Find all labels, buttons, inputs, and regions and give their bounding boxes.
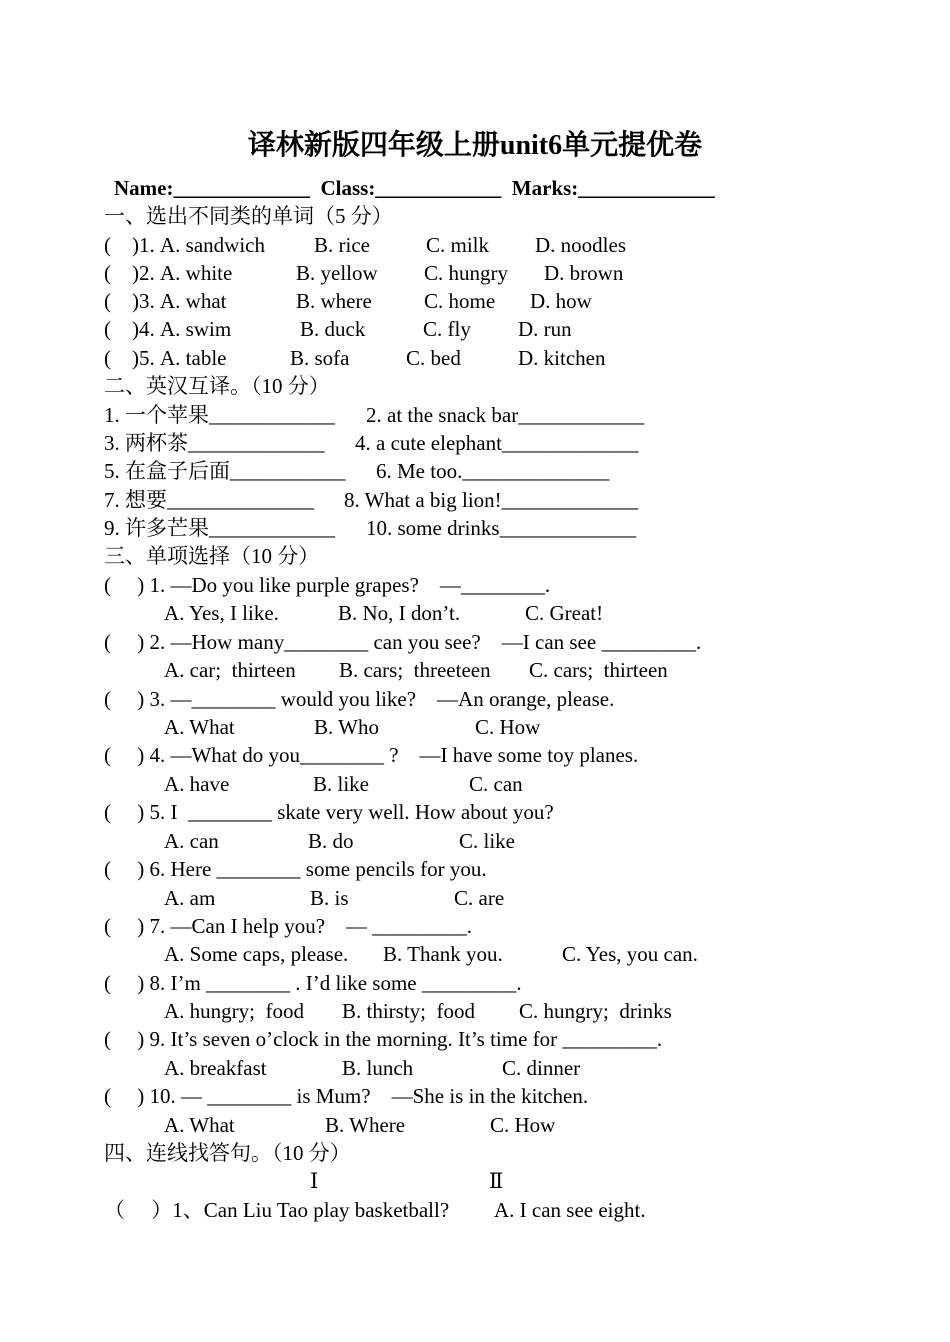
s3-q10-option-a: A. What: [164, 1113, 235, 1137]
s2-row4-right: 8. What a big lion!_____________: [344, 488, 639, 512]
s3-q6-option-a: A. am: [164, 886, 216, 910]
s3-q3-option-b: B. Who: [314, 715, 379, 739]
s3-q7-option-a: A. Some caps, please.: [164, 942, 349, 966]
column-1-label: Ⅰ: [310, 1169, 319, 1193]
s3-q5-question: ( ) 5. I ________ skate very well. How about you?: [104, 800, 554, 824]
s3-q1-option-a: A. Yes, I like.: [164, 601, 279, 625]
s1-q3-number: ( )3.: [104, 289, 155, 313]
s2-row3-right: 6. Me too.______________: [376, 459, 610, 483]
s3-q7-option-c: C. Yes, you can.: [562, 942, 698, 966]
s2-row4-left: 7. 想要______________: [104, 488, 314, 512]
s1-q3-option-b: B. where: [296, 289, 372, 313]
s3-q6-option-b: B. is: [310, 886, 349, 910]
column-2-label: Ⅱ: [489, 1169, 504, 1193]
s3-q8-option-c: C. hungry; drinks: [519, 999, 672, 1023]
page-title: 译林新版四年级上册unit6单元提优卷: [247, 130, 703, 161]
s3-q2-question: ( ) 2. —How many________ can you see? —I can see _________.: [104, 630, 702, 654]
s3-q9-option-c: C. dinner: [502, 1056, 581, 1080]
s3-q4-option-b: B. like: [313, 772, 369, 796]
s2-row3-left: 5. 在盒子后面___________: [104, 459, 346, 483]
s3-q5-option-c: C. like: [459, 829, 515, 853]
s2-row1-left: 1. 一个苹果____________: [104, 403, 335, 427]
section-2-heading: 二、英汉互译。（10 分）: [104, 374, 330, 398]
s3-q6-question: ( ) 6. Here ________ some pencils for you.: [104, 857, 487, 881]
s1-q1-option-c: C. milk: [426, 233, 490, 257]
s3-q3-question: ( ) 3. —________ would you like? —An orange, please.: [104, 687, 615, 711]
s1-q2-option-d: D. brown: [544, 261, 624, 285]
section-3-heading: 三、单项选择（10 分）: [104, 544, 320, 568]
s3-q8-option-b: B. thirsty; food: [342, 999, 476, 1023]
s1-q2-option-c: C. hungry: [424, 261, 508, 285]
s1-q2-option-a: A. white: [160, 261, 233, 285]
s2-row5-left: 9. 许多芒果____________: [104, 516, 335, 540]
section-4-heading: 四、连线找答句。（10 分）: [104, 1141, 351, 1165]
s3-q1-option-c: C. Great!: [525, 601, 604, 625]
s3-q5-option-a: A. can: [164, 829, 219, 853]
s3-q3-option-a: A. What: [164, 715, 235, 739]
s1-q5-option-b: B. sofa: [290, 346, 350, 370]
s3-q1-option-b: B. No, I don’t.: [338, 601, 461, 625]
s1-q4-number: ( )4.: [104, 317, 155, 341]
s4-q1-question: （ ）1、Can Liu Tao play basketball?: [104, 1198, 450, 1222]
s2-row5-right: 10. some drinks_____________: [366, 516, 637, 540]
s3-q9-question: ( ) 9. It’s seven o’clock in the morning. It’s time for _________.: [104, 1027, 663, 1051]
s1-q4-option-d: D. run: [518, 317, 572, 341]
s3-q4-question: ( ) 4. —What do you________ ? —I have some toy planes.: [104, 743, 639, 767]
s3-q10-option-c: C. How: [490, 1113, 556, 1137]
s1-q4-option-b: B. duck: [300, 317, 366, 341]
s3-q2-option-a: A. car; thirteen: [164, 658, 296, 682]
s4-q1-answer: A. I can see eight.: [494, 1198, 646, 1222]
student-info-header: Name:_____________ Class:____________ Marks:_____________: [114, 176, 715, 200]
s1-q4-option-c: C. fly: [423, 317, 471, 341]
section-1-heading: 一、选出不同类的单词（5 分）: [104, 204, 393, 228]
s1-q1-option-b: B. rice: [314, 233, 370, 257]
s3-q9-option-b: B. lunch: [342, 1056, 414, 1080]
s1-q4-option-a: A. swim: [160, 317, 232, 341]
s1-q3-option-a: A. what: [160, 289, 227, 313]
s1-q1-option-d: D. noodles: [535, 233, 626, 257]
s1-q2-option-b: B. yellow: [296, 261, 378, 285]
s3-q8-question: ( ) 8. I’m ________ . I’d like some _________.: [104, 971, 522, 995]
s3-q3-option-c: C. How: [475, 715, 541, 739]
s2-row2-left: 3. 两杯茶_____________: [104, 431, 325, 455]
s1-q2-number: ( )2.: [104, 261, 155, 285]
s3-q9-option-a: A. breakfast: [164, 1056, 267, 1080]
s1-q3-option-c: C. home: [424, 289, 496, 313]
s3-q4-option-a: A. have: [164, 772, 230, 796]
s3-q5-option-b: B. do: [308, 829, 354, 853]
s1-q1-option-a: A. sandwich: [160, 233, 265, 257]
s3-q4-option-c: C. can: [469, 772, 523, 796]
s3-q2-option-b: B. cars; threeteen: [339, 658, 491, 682]
s2-row1-right: 2. at the snack bar____________: [366, 403, 645, 427]
s3-q10-question: ( ) 10. — ________ is Mum? —She is in the kitchen.: [104, 1084, 589, 1108]
s1-q3-option-d: D. how: [530, 289, 592, 313]
s1-q5-option-c: C. bed: [406, 346, 461, 370]
s3-q8-option-a: A. hungry; food: [164, 999, 304, 1023]
s1-q5-option-d: D. kitchen: [518, 346, 606, 370]
s3-q1-question: ( ) 1. —Do you like purple grapes? —________.: [104, 573, 551, 597]
s1-q1-number: ( )1.: [104, 233, 155, 257]
s1-q5-number: ( )5.: [104, 346, 155, 370]
s3-q7-option-b: B. Thank you.: [383, 942, 503, 966]
s3-q2-option-c: C. cars; thirteen: [529, 658, 668, 682]
s3-q10-option-b: B. Where: [325, 1113, 406, 1137]
s3-q7-question: ( ) 7. —Can I help you? — _________.: [104, 914, 473, 938]
s2-row2-right: 4. a cute elephant_____________: [355, 431, 639, 455]
s1-q5-option-a: A. table: [160, 346, 227, 370]
s3-q6-option-c: C. are: [454, 886, 505, 910]
